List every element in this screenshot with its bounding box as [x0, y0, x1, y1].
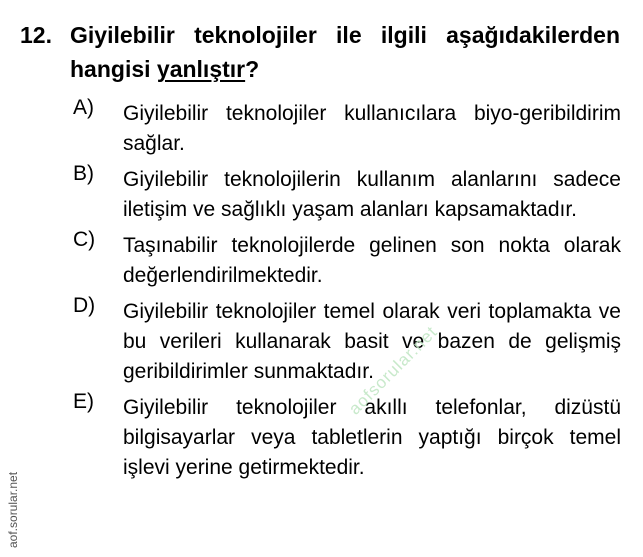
question-header: [20, 18, 620, 86]
question-number: 12.: [20, 22, 52, 48]
question-block: [20, 18, 620, 86]
question-stem: [70, 18, 620, 86]
side-watermark: aof.sorular.net: [6, 471, 20, 548]
option-letter: A): [73, 96, 94, 119]
answer-options: [73, 96, 621, 489]
option-letter: D): [73, 294, 96, 317]
question-mark: ?: [245, 56, 260, 82]
option-text: Giyilebilir teknolojiler kullanıcılara biyo-geribildirim sağlar.: [123, 102, 621, 155]
option-a[interactable]: [73, 96, 621, 159]
option-letter: C): [73, 228, 96, 251]
option-letter: E): [73, 390, 94, 413]
question-text: Giyilebilir teknolojiler ile ilgili aşağıdakilerden hangisi: [70, 22, 620, 82]
option-text: Giyilebilir teknolojilerin kullanım alanlarını sadece iletişim ve sağlıklı yaşam alanları kapsamaktadır.: [123, 168, 621, 221]
option-d[interactable]: [73, 294, 621, 387]
option-c[interactable]: [73, 228, 621, 291]
option-b[interactable]: [73, 162, 621, 225]
option-text: Giyilebilir teknolojiler temel olarak veri toplamakta ve bu verileri kullanarak basit ve bazen de gelişmiş geribildirimler sunmaktadır.: [123, 300, 621, 383]
option-letter: B): [73, 162, 94, 185]
option-text: Giyilebilir teknolojiler akıllı telefonlar, dizüstü bilgisayarlar veya tabletlerin yaptığı birçok temel işlevi yerine getirmektedir.: [123, 396, 621, 479]
diagonal-watermark: aofsorular.net: [345, 322, 442, 419]
option-text: Taşınabilir teknolojilerde gelinen son nokta olarak değerlendirilmektedir.: [123, 234, 621, 287]
question-emphasis: yanlıştır: [156, 56, 246, 82]
